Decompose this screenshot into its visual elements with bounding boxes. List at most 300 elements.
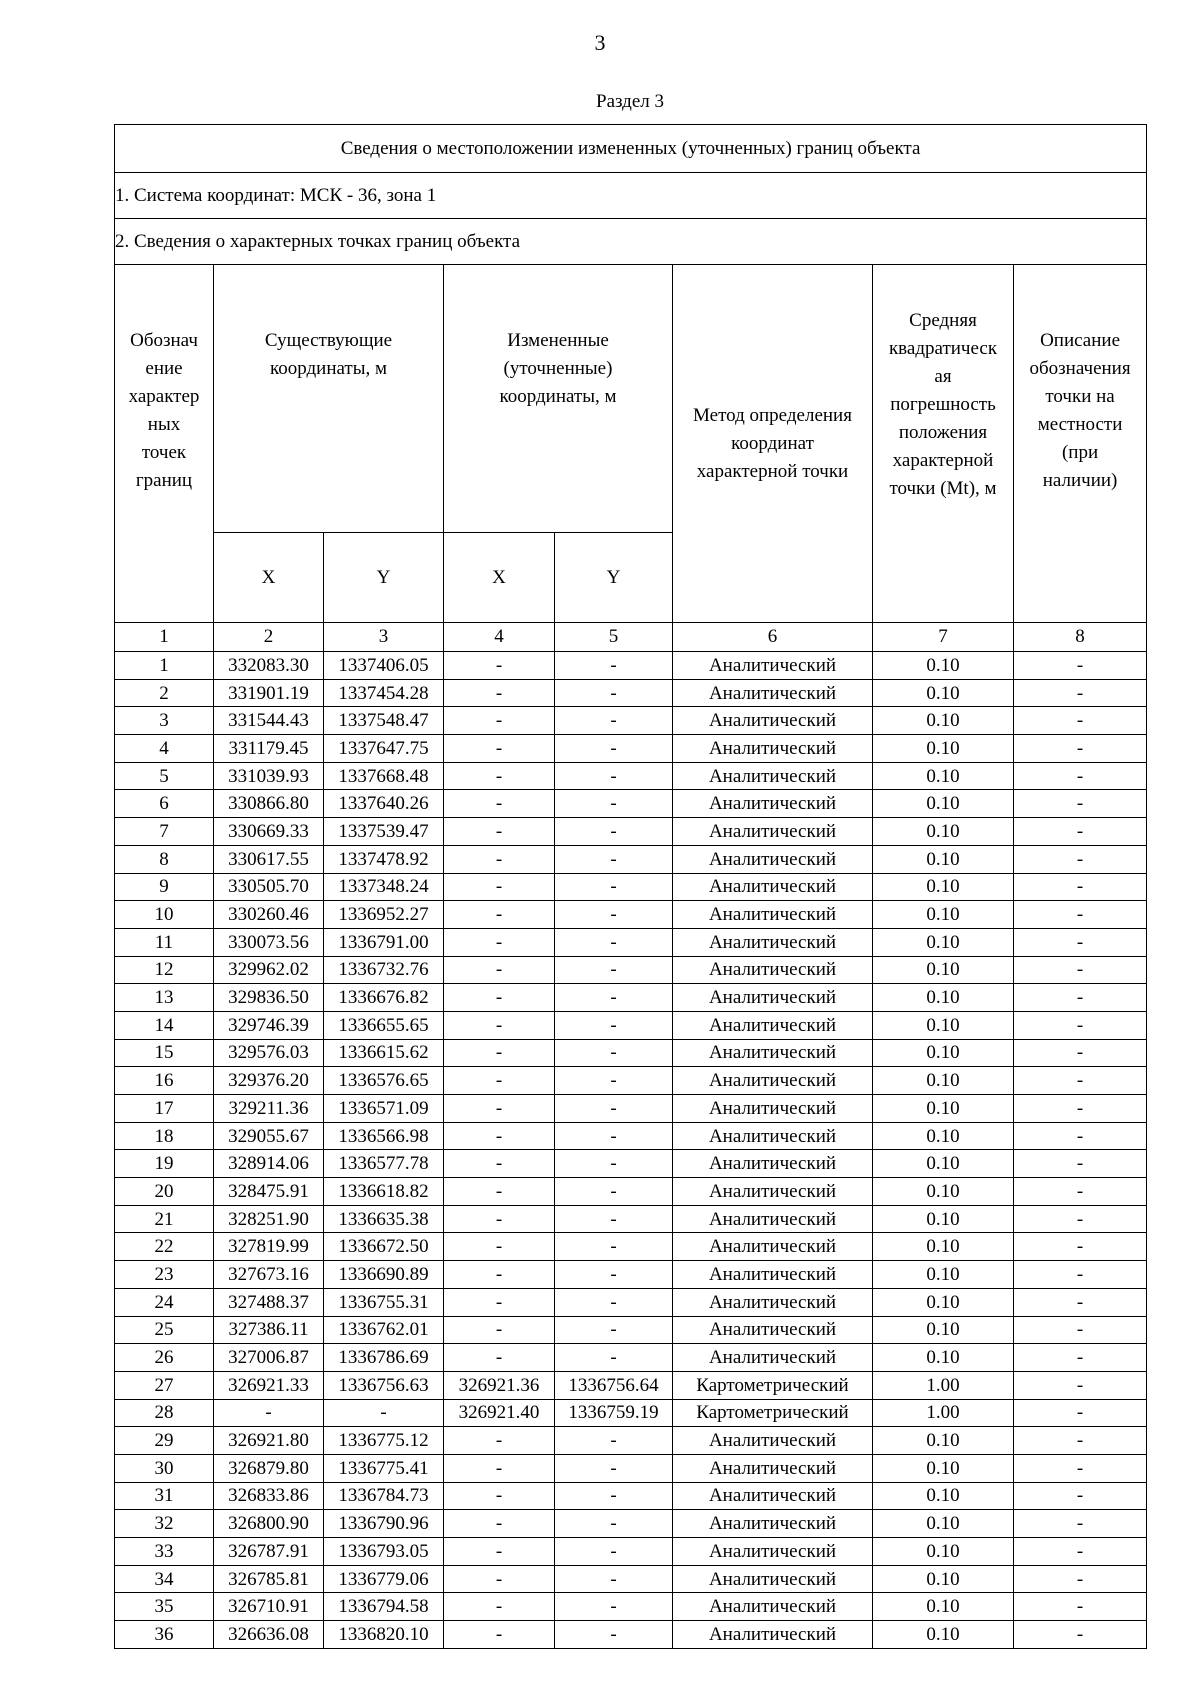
cell-existing-y: 1336791.00	[324, 928, 444, 956]
page-number: 3	[594, 30, 606, 55]
header-point-description: Описание обозначения точки на местности (при наличии)	[1014, 265, 1147, 623]
cell-existing-y: 1336793.05	[324, 1538, 444, 1566]
cell-description: -	[1014, 1565, 1147, 1593]
cell-description: -	[1014, 1344, 1147, 1372]
cell-changed-y: -	[555, 652, 673, 680]
cell-existing-y: 1336566.98	[324, 1122, 444, 1150]
cell-existing-x: -	[214, 1399, 324, 1427]
cell-changed-y: -	[555, 1482, 673, 1510]
header-mean-square-error: Средняя квадратическ ая погрешность положения характерной точки (Mt), м	[873, 265, 1014, 623]
table-row	[115, 1510, 1147, 1538]
cell-point-number: 20	[115, 1178, 214, 1206]
cell-changed-y: -	[555, 1593, 673, 1621]
cell-description: -	[1014, 1538, 1147, 1566]
cell-changed-x: 326921.40	[444, 1399, 555, 1427]
cell-point-number: 24	[115, 1288, 214, 1316]
cell-description: -	[1014, 873, 1147, 901]
cell-point-number: 7	[115, 818, 214, 846]
cell-changed-x: -	[444, 652, 555, 680]
table-row	[115, 1261, 1147, 1289]
column-number: 2	[214, 623, 324, 652]
cell-changed-y: -	[555, 1427, 673, 1455]
cell-existing-x: 328914.06	[214, 1150, 324, 1178]
column-number: 1	[115, 623, 214, 652]
cell-existing-x: 326785.81	[214, 1565, 324, 1593]
cell-method: Аналитический	[673, 1565, 873, 1593]
cell-changed-y: -	[555, 762, 673, 790]
cell-description: -	[1014, 1621, 1147, 1649]
cell-method: Аналитический	[673, 1150, 873, 1178]
cell-point-number: 34	[115, 1565, 214, 1593]
cell-existing-y: 1336762.01	[324, 1316, 444, 1344]
cell-changed-y: -	[555, 707, 673, 735]
cell-mt: 0.10	[873, 901, 1014, 929]
cell-mt: 0.10	[873, 845, 1014, 873]
cell-existing-y: 1336618.82	[324, 1178, 444, 1206]
cell-existing-x: 329376.20	[214, 1067, 324, 1095]
cell-mt: 1.00	[873, 1371, 1014, 1399]
cell-changed-y: -	[555, 1621, 673, 1649]
table-row	[115, 790, 1147, 818]
cell-point-number: 35	[115, 1593, 214, 1621]
cell-point-number: 22	[115, 1233, 214, 1261]
cell-method: Аналитический	[673, 1538, 873, 1566]
cell-method: Аналитический	[673, 1122, 873, 1150]
cell-existing-y: 1337348.24	[324, 873, 444, 901]
header-method: Метод определения координат характерной точки	[673, 265, 873, 623]
cell-changed-x: -	[444, 1095, 555, 1123]
cell-existing-x: 329576.03	[214, 1039, 324, 1067]
cell-mt: 0.10	[873, 1427, 1014, 1455]
cell-point-number: 32	[115, 1510, 214, 1538]
cell-method: Аналитический	[673, 1621, 873, 1649]
cell-changed-y: -	[555, 735, 673, 763]
cell-changed-y: -	[555, 1095, 673, 1123]
cell-existing-x: 331901.19	[214, 679, 324, 707]
table-row	[115, 1233, 1147, 1261]
cell-mt: 0.10	[873, 1039, 1014, 1067]
cell-existing-x: 330669.33	[214, 818, 324, 846]
table-row	[115, 1288, 1147, 1316]
cell-point-number: 10	[115, 901, 214, 929]
cell-changed-y: 1336756.64	[555, 1371, 673, 1399]
section-label: Раздел 3	[596, 91, 664, 112]
cell-changed-y: -	[555, 1288, 673, 1316]
cell-method: Аналитический	[673, 1510, 873, 1538]
table-row	[115, 1039, 1147, 1067]
cell-mt: 1.00	[873, 1399, 1014, 1427]
table-row	[115, 1565, 1147, 1593]
cell-point-number: 19	[115, 1150, 214, 1178]
cell-changed-x: -	[444, 790, 555, 818]
cell-description: -	[1014, 1011, 1147, 1039]
column-number: 3	[324, 623, 444, 652]
cell-method: Картометрический	[673, 1371, 873, 1399]
table-row	[115, 845, 1147, 873]
cell-mt: 0.10	[873, 1067, 1014, 1095]
cell-existing-x: 331544.43	[214, 707, 324, 735]
cell-existing-x: 326921.80	[214, 1427, 324, 1455]
cell-existing-y: 1336571.09	[324, 1095, 444, 1123]
cell-changed-y: -	[555, 1233, 673, 1261]
column-number: 8	[1014, 623, 1147, 652]
cell-changed-x: -	[444, 1233, 555, 1261]
cell-changed-x: 326921.36	[444, 1371, 555, 1399]
cell-changed-y: -	[555, 1039, 673, 1067]
cell-changed-x: -	[444, 1593, 555, 1621]
cell-description: -	[1014, 1399, 1147, 1427]
cell-mt: 0.10	[873, 1482, 1014, 1510]
cell-mt: 0.10	[873, 1593, 1014, 1621]
cell-mt: 0.10	[873, 1122, 1014, 1150]
cell-changed-y: -	[555, 1510, 673, 1538]
cell-existing-y: 1337539.47	[324, 818, 444, 846]
cell-point-number: 18	[115, 1122, 214, 1150]
header-existing-coordinates: Существующие координаты, м	[214, 265, 444, 533]
cell-existing-x: 330617.55	[214, 845, 324, 873]
cell-existing-x: 328251.90	[214, 1205, 324, 1233]
cell-changed-x: -	[444, 707, 555, 735]
cell-method: Аналитический	[673, 1039, 873, 1067]
cell-changed-x: -	[444, 1565, 555, 1593]
cell-method: Аналитический	[673, 679, 873, 707]
cell-existing-x: 328475.91	[214, 1178, 324, 1206]
cell-description: -	[1014, 845, 1147, 873]
cell-point-number: 28	[115, 1399, 214, 1427]
cell-method: Аналитический	[673, 1344, 873, 1372]
header-changed-y: Y	[555, 533, 673, 623]
cell-description: -	[1014, 1288, 1147, 1316]
cell-existing-y: 1336576.65	[324, 1067, 444, 1095]
cell-mt: 0.10	[873, 652, 1014, 680]
cell-existing-y: 1337548.47	[324, 707, 444, 735]
cell-mt: 0.10	[873, 873, 1014, 901]
cell-existing-y: 1336672.50	[324, 1233, 444, 1261]
cell-changed-x: -	[444, 845, 555, 873]
cell-description: -	[1014, 1427, 1147, 1455]
cell-changed-x: -	[444, 1261, 555, 1289]
cell-changed-x: -	[444, 762, 555, 790]
column-number: 5	[555, 623, 673, 652]
cell-changed-x: -	[444, 1067, 555, 1095]
cell-description: -	[1014, 984, 1147, 1012]
cell-changed-x: -	[444, 1205, 555, 1233]
cell-method: Аналитический	[673, 1178, 873, 1206]
cell-description: -	[1014, 956, 1147, 984]
cell-existing-y: 1336775.12	[324, 1427, 444, 1455]
cell-description: -	[1014, 1593, 1147, 1621]
coordinate-system: 1. Система координат: МСК - 36, зона 1	[115, 173, 1147, 219]
cell-method: Аналитический	[673, 735, 873, 763]
cell-mt: 0.10	[873, 1261, 1014, 1289]
cell-changed-x: -	[444, 1454, 555, 1482]
cell-mt: 0.10	[873, 790, 1014, 818]
cell-description: -	[1014, 901, 1147, 929]
cell-existing-x: 331039.93	[214, 762, 324, 790]
cell-point-number: 12	[115, 956, 214, 984]
cell-method: Аналитический	[673, 1482, 873, 1510]
cell-description: -	[1014, 707, 1147, 735]
cell-method: Аналитический	[673, 818, 873, 846]
cell-description: -	[1014, 928, 1147, 956]
cell-changed-y: -	[555, 984, 673, 1012]
header-point-designation: Обознач ение характер ных точек границ	[115, 265, 214, 623]
cell-method: Аналитический	[673, 928, 873, 956]
cell-existing-y: 1336790.96	[324, 1510, 444, 1538]
cell-changed-x: -	[444, 1288, 555, 1316]
header-existing-x: X	[214, 533, 324, 623]
cell-point-number: 14	[115, 1011, 214, 1039]
cell-existing-y: 1337668.48	[324, 762, 444, 790]
cell-existing-y: 1336635.38	[324, 1205, 444, 1233]
cell-existing-x: 329055.67	[214, 1122, 324, 1150]
cell-existing-x: 327673.16	[214, 1261, 324, 1289]
cell-changed-y: 1336759.19	[555, 1399, 673, 1427]
cell-changed-x: -	[444, 1344, 555, 1372]
cell-existing-x: 327488.37	[214, 1288, 324, 1316]
cell-point-number: 5	[115, 762, 214, 790]
cell-existing-y: 1336952.27	[324, 901, 444, 929]
cell-method: Картометрический	[673, 1399, 873, 1427]
cell-mt: 0.10	[873, 928, 1014, 956]
cell-changed-x: -	[444, 928, 555, 956]
cell-existing-x: 327819.99	[214, 1233, 324, 1261]
cell-changed-x: -	[444, 818, 555, 846]
cell-mt: 0.10	[873, 1510, 1014, 1538]
table-row	[115, 1011, 1147, 1039]
cell-description: -	[1014, 1095, 1147, 1123]
cell-existing-y: 1337478.92	[324, 845, 444, 873]
cell-mt: 0.10	[873, 1233, 1014, 1261]
cell-existing-x: 326921.33	[214, 1371, 324, 1399]
table-row	[115, 735, 1147, 763]
cell-method: Аналитический	[673, 652, 873, 680]
cell-existing-y: 1336655.65	[324, 1011, 444, 1039]
cell-existing-y: 1336784.73	[324, 1482, 444, 1510]
cell-point-number: 30	[115, 1454, 214, 1482]
cell-changed-y: -	[555, 790, 673, 818]
cell-point-number: 25	[115, 1316, 214, 1344]
cell-existing-x: 326710.91	[214, 1593, 324, 1621]
cell-changed-y: -	[555, 679, 673, 707]
table-row	[115, 1344, 1147, 1372]
cell-point-number: 16	[115, 1067, 214, 1095]
cell-description: -	[1014, 1454, 1147, 1482]
cell-existing-y: 1337640.26	[324, 790, 444, 818]
cell-changed-x: -	[444, 901, 555, 929]
cell-existing-x: 332083.30	[214, 652, 324, 680]
cell-changed-y: -	[555, 901, 673, 929]
cell-existing-y: 1337406.05	[324, 652, 444, 680]
cell-method: Аналитический	[673, 790, 873, 818]
cell-changed-y: -	[555, 928, 673, 956]
cell-description: -	[1014, 679, 1147, 707]
boundary-points-table	[114, 124, 1147, 1649]
cell-changed-x: -	[444, 679, 555, 707]
table-row	[115, 1454, 1147, 1482]
cell-description: -	[1014, 1510, 1147, 1538]
cell-changed-y: -	[555, 1122, 673, 1150]
table-row	[115, 1122, 1147, 1150]
cell-description: -	[1014, 1122, 1147, 1150]
cell-mt: 0.10	[873, 1095, 1014, 1123]
cell-existing-y: 1336756.63	[324, 1371, 444, 1399]
cell-method: Аналитический	[673, 1288, 873, 1316]
cell-existing-y: 1337647.75	[324, 735, 444, 763]
cell-changed-y: -	[555, 1150, 673, 1178]
cell-description: -	[1014, 762, 1147, 790]
cell-point-number: 21	[115, 1205, 214, 1233]
cell-changed-x: -	[444, 1538, 555, 1566]
cell-point-number: 8	[115, 845, 214, 873]
table-row	[115, 1538, 1147, 1566]
cell-method: Аналитический	[673, 1427, 873, 1455]
cell-existing-x: 330073.56	[214, 928, 324, 956]
cell-mt: 0.10	[873, 762, 1014, 790]
cell-description: -	[1014, 652, 1147, 680]
cell-changed-x: -	[444, 1122, 555, 1150]
cell-point-number: 6	[115, 790, 214, 818]
cell-mt: 0.10	[873, 1288, 1014, 1316]
cell-method: Аналитический	[673, 845, 873, 873]
points-section-title: 2. Сведения о характерных точках границ объекта	[115, 219, 1147, 265]
cell-changed-x: -	[444, 873, 555, 901]
cell-mt: 0.10	[873, 1178, 1014, 1206]
cell-existing-x: 326787.91	[214, 1538, 324, 1566]
table-row	[115, 1205, 1147, 1233]
cell-changed-x: -	[444, 1482, 555, 1510]
cell-description: -	[1014, 1039, 1147, 1067]
table-row	[115, 873, 1147, 901]
cell-description: -	[1014, 1178, 1147, 1206]
cell-point-number: 3	[115, 707, 214, 735]
cell-existing-y: 1336775.41	[324, 1454, 444, 1482]
table-row	[115, 1371, 1147, 1399]
cell-existing-y: 1336577.78	[324, 1150, 444, 1178]
cell-description: -	[1014, 1067, 1147, 1095]
table-row	[115, 652, 1147, 680]
cell-description: -	[1014, 1371, 1147, 1399]
cell-existing-x: 329746.39	[214, 1011, 324, 1039]
cell-mt: 0.10	[873, 1205, 1014, 1233]
cell-existing-y: 1336755.31	[324, 1288, 444, 1316]
cell-changed-x: -	[444, 1427, 555, 1455]
cell-method: Аналитический	[673, 1454, 873, 1482]
table-row	[115, 1482, 1147, 1510]
cell-mt: 0.10	[873, 1454, 1014, 1482]
cell-changed-y: -	[555, 1205, 673, 1233]
cell-existing-x: 329836.50	[214, 984, 324, 1012]
column-number: 4	[444, 623, 555, 652]
cell-point-number: 26	[115, 1344, 214, 1372]
cell-point-number: 31	[115, 1482, 214, 1510]
table-row	[115, 1621, 1147, 1649]
cell-mt: 0.10	[873, 1538, 1014, 1566]
cell-method: Аналитический	[673, 873, 873, 901]
cell-existing-x: 330866.80	[214, 790, 324, 818]
cell-description: -	[1014, 735, 1147, 763]
table-row	[115, 707, 1147, 735]
header-changed-coordinates: Измененные (уточненные) координаты, м	[444, 265, 673, 533]
cell-point-number: 29	[115, 1427, 214, 1455]
cell-method: Аналитический	[673, 1095, 873, 1123]
table-row	[115, 1067, 1147, 1095]
cell-changed-y: -	[555, 873, 673, 901]
cell-existing-x: 327386.11	[214, 1316, 324, 1344]
cell-point-number: 1	[115, 652, 214, 680]
cell-changed-y: -	[555, 1067, 673, 1095]
cell-point-number: 15	[115, 1039, 214, 1067]
cell-changed-y: -	[555, 1565, 673, 1593]
cell-existing-y: 1336615.62	[324, 1039, 444, 1067]
cell-changed-x: -	[444, 735, 555, 763]
cell-mt: 0.10	[873, 956, 1014, 984]
cell-changed-y: -	[555, 1316, 673, 1344]
cell-existing-x: 329962.02	[214, 956, 324, 984]
cell-changed-y: -	[555, 956, 673, 984]
cell-existing-y: 1336779.06	[324, 1565, 444, 1593]
cell-existing-y: 1336820.10	[324, 1621, 444, 1649]
cell-existing-x: 330260.46	[214, 901, 324, 929]
cell-existing-y: 1337454.28	[324, 679, 444, 707]
cell-point-number: 4	[115, 735, 214, 763]
table-row	[115, 1095, 1147, 1123]
cell-mt: 0.10	[873, 679, 1014, 707]
cell-description: -	[1014, 1482, 1147, 1510]
cell-method: Аналитический	[673, 1593, 873, 1621]
header-existing-y: Y	[324, 533, 444, 623]
cell-existing-x: 329211.36	[214, 1095, 324, 1123]
cell-changed-y: -	[555, 818, 673, 846]
table-body	[115, 652, 1147, 1649]
table-row	[115, 1316, 1147, 1344]
cell-method: Аналитический	[673, 901, 873, 929]
cell-method: Аналитический	[673, 1011, 873, 1039]
cell-existing-x: 331179.45	[214, 735, 324, 763]
cell-existing-x: 326636.08	[214, 1621, 324, 1649]
cell-changed-x: -	[444, 1011, 555, 1039]
cell-existing-x: 327006.87	[214, 1344, 324, 1372]
cell-method: Аналитический	[673, 984, 873, 1012]
table-row	[115, 956, 1147, 984]
cell-mt: 0.10	[873, 1565, 1014, 1593]
table-row	[115, 928, 1147, 956]
cell-mt: 0.10	[873, 818, 1014, 846]
cell-changed-x: -	[444, 956, 555, 984]
header-changed-x: X	[444, 533, 555, 623]
table-row	[115, 818, 1147, 846]
table-title: Сведения о местоположении измененных (уточненных) границ объекта	[115, 125, 1147, 173]
cell-changed-y: -	[555, 1454, 673, 1482]
cell-mt: 0.10	[873, 1621, 1014, 1649]
cell-mt: 0.10	[873, 1011, 1014, 1039]
cell-point-number: 17	[115, 1095, 214, 1123]
cell-existing-y: 1336676.82	[324, 984, 444, 1012]
cell-method: Аналитический	[673, 707, 873, 735]
cell-mt: 0.10	[873, 1344, 1014, 1372]
cell-description: -	[1014, 1205, 1147, 1233]
cell-point-number: 33	[115, 1538, 214, 1566]
cell-method: Аналитический	[673, 1261, 873, 1289]
cell-existing-y: 1336786.69	[324, 1344, 444, 1372]
table-row	[115, 1427, 1147, 1455]
cell-changed-x: -	[444, 1510, 555, 1538]
cell-changed-y: -	[555, 1011, 673, 1039]
cell-changed-y: -	[555, 1261, 673, 1289]
cell-mt: 0.10	[873, 1150, 1014, 1178]
cell-changed-x: -	[444, 1039, 555, 1067]
cell-existing-x: 326879.80	[214, 1454, 324, 1482]
